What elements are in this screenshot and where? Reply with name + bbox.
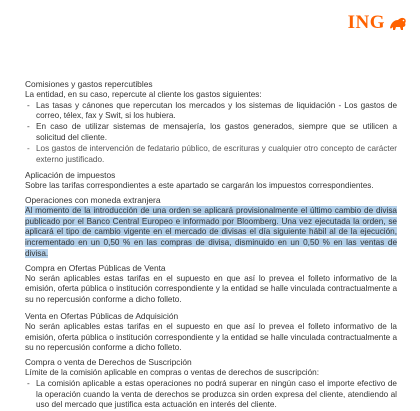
list-item: - La comisión aplicable a estas operaciones no podrá superar en ningún caso el importe efectivo de la operación cuando la venta de derechos se produzca sin orden expresa del cliente, atendiendo al uso del mercado que justifica esta actuación en interés del cliente. xyxy=(25,379,397,411)
list-item: - Las tasas y cánones que repercutan los mercados y los sistemas de liquidación - Los gastos de correo, télex, fax y Swit, si los hubiera. xyxy=(25,101,397,123)
section-intro: Límite de la comisión aplicable en compras o ventas de derechos de suscripción: xyxy=(25,367,319,377)
rights-list xyxy=(25,379,397,411)
section-derechos xyxy=(25,357,397,411)
ing-logo xyxy=(348,12,408,34)
section-title: Venta en Ofertas Públicas de Adquisición xyxy=(25,310,179,321)
section-impuestos xyxy=(25,170,397,192)
list-item: - En caso de utilizar sistemas de mensajería, los gastos generados, siempre que se utilicen a solicitud del cliente. xyxy=(25,122,397,144)
highlighted-text: Al momento de la introducción de una orden se aplicará provisionalmente el último cambio de divisa publicado por el Banco Central Europeo e informado por Bloomberg. Una vez ejecutada la orden, se aplicará el tipo de cambio vigente en el mercado de divisas el día siguiente hábil al de la ejecución, incrementado en un 0,50 % en las compras de divisa, disminuido en un 0,50 % en las ventas de divisa. xyxy=(25,205,397,258)
section-moneda xyxy=(25,195,397,260)
section-text xyxy=(25,206,397,260)
list-item: - Los gastos de intervención de fedatario público, de escrituras y cualquier otro concepto de carácter externo justificado. xyxy=(25,144,397,166)
section-title: Compra en Ofertas Públicas de Venta xyxy=(25,262,166,273)
section-comisiones xyxy=(25,79,397,165)
section-text: No serán aplicables estas tarifas en el supuesto en que así lo prevea el folleto informativo de la emisión, oferta pública o institución correspondiente y la entidad se halle vinculada contractualmente a su no repercusión conforme a dicho folleto. xyxy=(25,321,397,353)
section-title: Aplicación de impuestos xyxy=(25,170,116,181)
document-body xyxy=(25,79,397,411)
section-text: Sobre las tarifas correspondientes a este apartado se cargarán los impuestos correspondientes. xyxy=(25,181,374,191)
section-compra-opv xyxy=(25,263,397,306)
fee-list xyxy=(25,101,397,166)
section-intro: La entidad, en su caso, repercute al cliente los gastos siguientes: xyxy=(25,89,262,99)
section-title: Comisiones y gastos repercutibles xyxy=(25,79,153,89)
section-text: No serán aplicables estas tarifas en el supuesto en que así lo prevea el folleto informativo de la emisión, oferta pública o institución correspondiente y la entidad se halle vinculada contractualmente a su no repercusión conforme a dicho folleto. xyxy=(25,273,397,305)
lion-icon xyxy=(388,14,408,32)
section-title: Operaciones con moneda extranjera xyxy=(25,194,161,205)
brand-name: ING xyxy=(347,12,385,33)
section-venta-opa xyxy=(25,311,397,354)
section-title: Compra o venta de Derechos de Suscripción xyxy=(25,357,192,368)
